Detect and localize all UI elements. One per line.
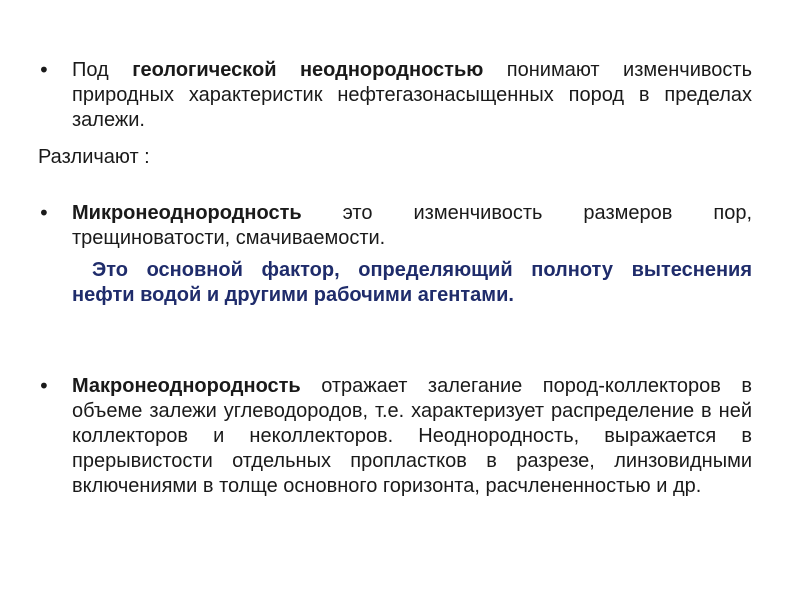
distinguish-label: Различают :: [38, 146, 150, 168]
bullet-micro-heterogeneity: [38, 201, 752, 251]
bullet-icon: •: [38, 201, 50, 225]
bullet3-term: Макронеоднородность: [72, 375, 301, 397]
bullet1-prefix: Под: [72, 59, 133, 81]
bullet-geological-heterogeneity: [38, 58, 752, 133]
bullet2-text: это изменчивость размеров пор, трещиноватости, смачиваемости.: [72, 202, 752, 249]
bullet-icon: •: [38, 58, 50, 82]
emphasis-paragraph: Это основной фактор, определяющий полноту вытеснения нефти водой и другими рабочими агентами.: [72, 259, 752, 306]
bullet-macro-heterogeneity: [38, 374, 752, 499]
bullet1-text: понимают изменчивость природных характеристик нефтегазонасыщенных пород в пределах залежи.: [72, 59, 752, 131]
bullet2-term: Микронеоднородность: [72, 202, 302, 224]
bullet3-text: отражает залегание пород-коллекторов в объеме залежи углеводородов, т.е. характеризует распределение в ней коллекторов и неколлекторов. Неоднородность, выражается в прерывистости отдельных пропластков в разрезе, линзовидными включениями в толще основного горизонта, расчлененностью и др.: [72, 375, 752, 497]
bullet-icon: •: [38, 374, 50, 398]
bullet1-term: геологической неоднородностью: [132, 59, 484, 81]
